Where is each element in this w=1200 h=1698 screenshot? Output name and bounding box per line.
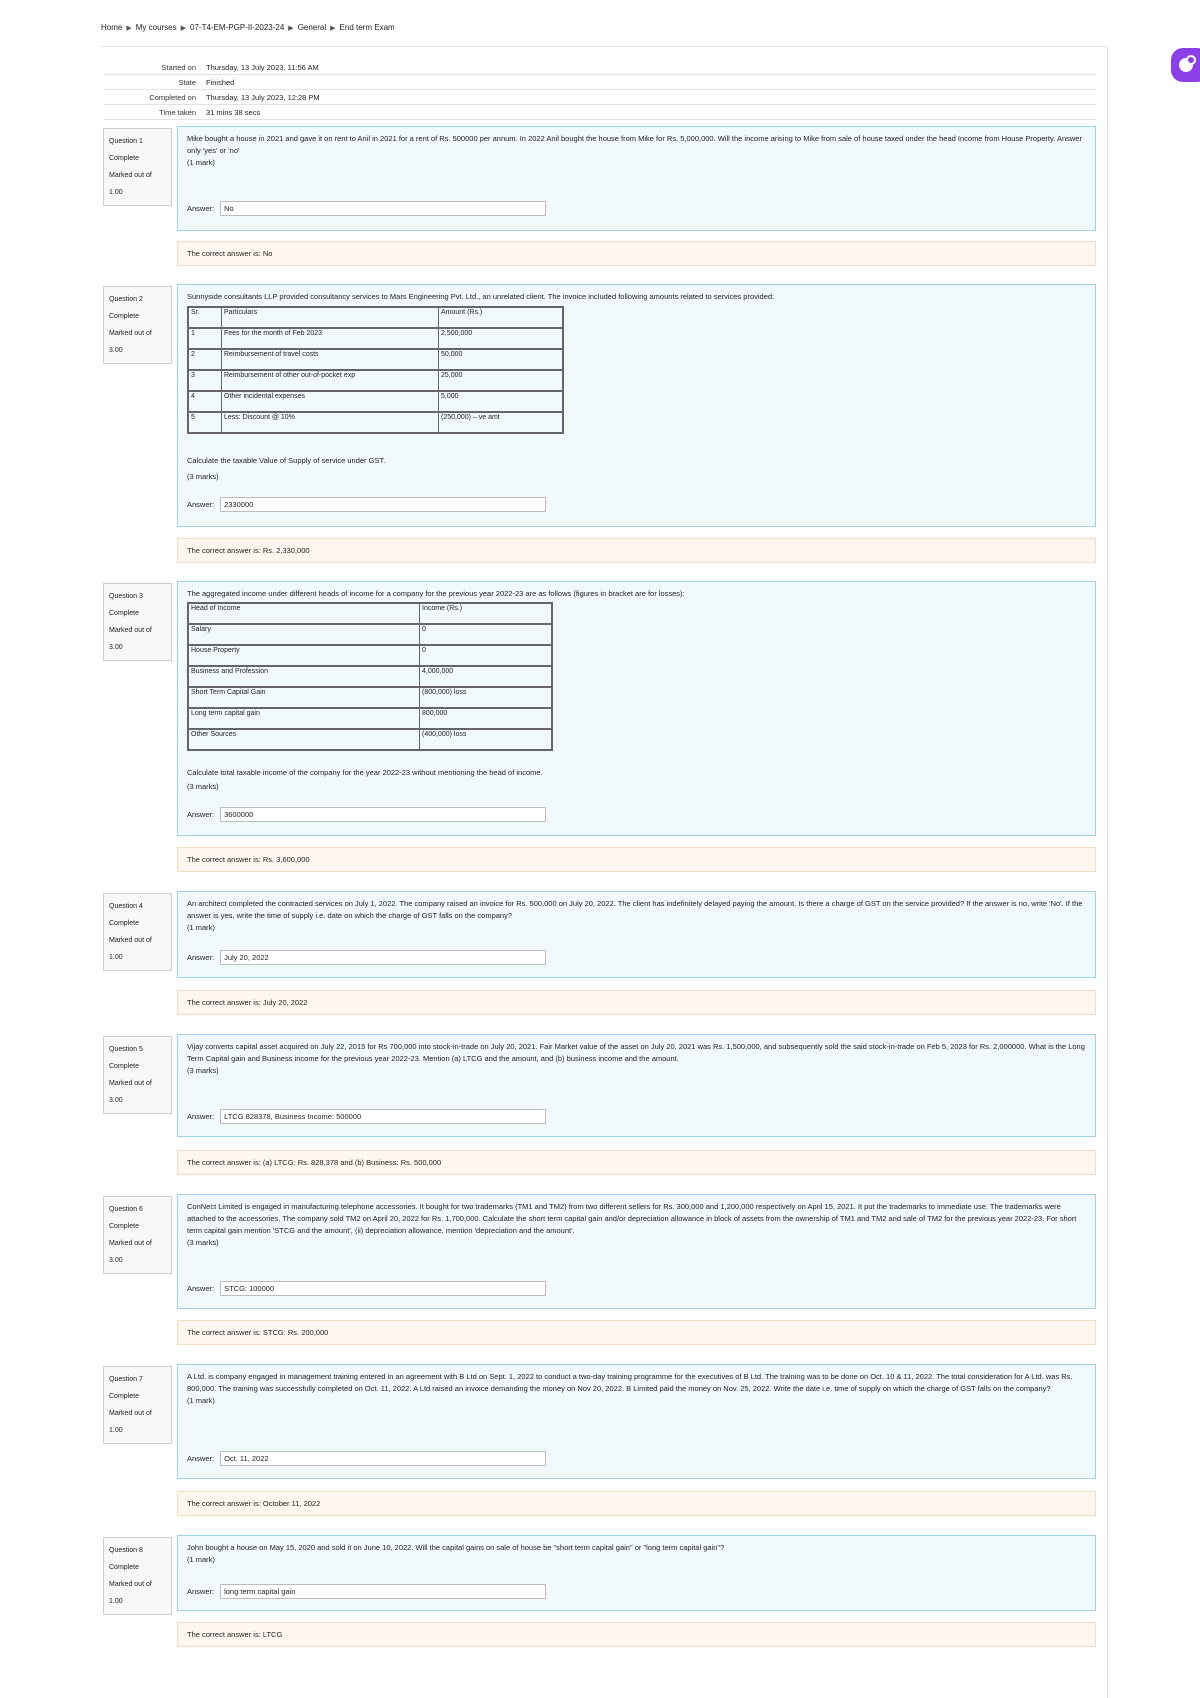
feedback-rightanswer: The correct answer is: July 20, 2022 — [177, 990, 1096, 1015]
summary-value: Thursday, 13 July 2023, 11:56 AM — [206, 60, 1096, 75]
summary-row — [104, 90, 1096, 105]
question-content — [177, 891, 1096, 978]
question-content — [177, 581, 1096, 836]
question-status: Complete — [109, 1063, 139, 1070]
question-text: Mike bought a house in 2021 and gave it on rent to Anil in 2021 for a rent of Rs. 500000 per annum. In 2022 Anil bought the house from Mike for Rs. 5,000,000. Will the income arising to Mike from sale of house taxed under the head Income from House Property. Answer only 'yes' or 'no' — [187, 134, 1082, 155]
question-status: Complete — [109, 610, 139, 617]
answer-row — [187, 1584, 546, 1599]
table-header-row — [188, 603, 552, 624]
answer-label: Answer: — [187, 499, 215, 509]
data-table — [187, 602, 553, 751]
table-cell: (400,000) loss — [420, 729, 553, 750]
answer-label: Answer: — [187, 1453, 215, 1463]
breadcrumb-separator-icon: ▶ — [330, 25, 336, 32]
breadcrumb — [101, 23, 395, 32]
question-number: Question 2 — [109, 296, 143, 303]
question-marks: Marked out of 3.00 — [109, 1080, 152, 1104]
question-prompt: Calculate total taxable income of the company for the year 2022-23 without mentioning the head of income. — [187, 768, 543, 777]
breadcrumb-separator-icon: ▶ — [126, 25, 132, 32]
question-text: The aggregated income under different heads of income for a company for the previous year 2022-23 are as follows (figures in bracket are for losses): — [187, 589, 685, 598]
table-cell: 2 — [188, 349, 222, 370]
breadcrumb-quiz[interactable]: End term Exam — [339, 23, 395, 32]
table-row — [188, 328, 563, 349]
table-cell: Reimbursement of travel costs — [222, 349, 439, 370]
question-status: Complete — [109, 155, 139, 162]
answer-row — [187, 497, 546, 512]
breadcrumb-separator-icon: ▶ — [180, 25, 187, 32]
table-row — [188, 412, 563, 433]
table-cell: Fees for the month of Feb 2023 — [222, 328, 439, 349]
breadcrumb-section[interactable]: General — [297, 23, 327, 32]
table-row — [188, 729, 552, 750]
table-cell: 800,000 — [420, 708, 553, 729]
table-cell: Other Sources — [188, 729, 420, 750]
question-info — [103, 286, 172, 364]
question-number: Question 7 — [109, 1376, 143, 1383]
question-text: A Ltd. is company engaged in management training entered in an agreement with B Ltd on Sept. 1, 2022 to conduct a two-day training programme for the executives of B Ltd. The training was to be done on Oct. 10 & 11, 2022. The total consideration for A Ltd. was Rs. 800,000. The training was successfully completed on Oct. 11, 2022. A Ltd raised an invoice demanding the money on Nov 20, 2022. B Limited paid the money on Nov. 25, 2022. Write the date i.e. time of supply on which the charge of GST falls on the company? — [187, 1372, 1073, 1393]
feedback-rightanswer: The correct answer is: Rs. 2,330,000 — [177, 538, 1096, 563]
table-row — [188, 391, 563, 412]
question-marks: Marked out of 1.00 — [109, 1581, 152, 1605]
table-cell: Less: Discount @ 10% — [222, 412, 439, 433]
mark-note: (1 mark) — [187, 923, 215, 932]
table-row — [188, 708, 552, 729]
breadcrumb-course[interactable]: 07-T4-EM-PGP-II-2023-24 — [190, 23, 285, 32]
answer-row — [187, 1281, 546, 1296]
summary-key: State — [104, 75, 206, 90]
attempt-summary — [104, 60, 1096, 120]
answer-row — [187, 807, 546, 822]
question-marks: Marked out of 3.00 — [109, 330, 152, 354]
summary-row — [104, 75, 1096, 90]
answer-row — [187, 1109, 546, 1124]
answer-label: Answer: — [187, 1283, 215, 1293]
table-row — [188, 666, 552, 687]
mark-note: (3 marks) — [187, 782, 219, 791]
question-info — [103, 1196, 172, 1274]
question-content — [177, 1364, 1096, 1479]
question-marks: Marked out of 1.00 — [109, 937, 152, 961]
table-header-cell: Head of Income — [188, 603, 420, 624]
summary-key: Completed on — [104, 90, 206, 105]
table-cell: Reimbursement of other out-of-pocket exp — [222, 370, 439, 391]
question-info — [103, 1537, 172, 1615]
answer-row — [187, 201, 546, 216]
answer-label: Answer: — [187, 809, 215, 819]
summary-row — [104, 60, 1096, 75]
answer-field[interactable]: July 20, 2022 — [220, 950, 546, 965]
table-cell: 25,000 — [439, 370, 564, 391]
feedback-rightanswer: The correct answer is: (a) LTCG: Rs. 828,378 and (b) Business: Rs. 500,000 — [177, 1150, 1096, 1175]
question-marks: Marked out of 3.00 — [109, 627, 152, 651]
table-header-row — [188, 307, 563, 328]
mark-note: (3 marks) — [187, 1066, 219, 1075]
table-header-cell: Particulars — [222, 307, 439, 328]
table-cell: Short Term Capital Gain — [188, 687, 420, 708]
summary-value: Thursday, 13 July 2023, 12:28 PM — [206, 90, 1096, 105]
mark-note: (1 mark) — [187, 1555, 215, 1564]
question-number: Question 3 — [109, 593, 143, 600]
answer-field[interactable]: long term capital gain — [220, 1584, 546, 1599]
table-cell: 2,500,000 — [439, 328, 564, 349]
summary-row — [104, 105, 1096, 120]
table-cell: 5 — [188, 412, 222, 433]
table-row — [188, 645, 552, 666]
table-row — [188, 687, 552, 708]
table-cell: 0 — [420, 624, 553, 645]
table-cell: 3 — [188, 370, 222, 391]
table-cell: 1 — [188, 328, 222, 349]
answer-field[interactable]: STCG: 100000 — [220, 1281, 546, 1296]
question-text: Vijay converts capital asset acquired on July 22, 2015 for Rs 700,000 into stock-in-trade on July 20, 2021. Fair Market value of the asset on July 20, 2021 was Rs. 1,500,000, and subsequently sold the said stock-in-trade on Feb 5, 2023 for Rs. 2,000000. What is the Long Term Capital gain and Business income for the previous year 2022-23. Mention (a) LTCG and the amount, and (b) business income and the amount. — [187, 1042, 1085, 1063]
answer-label: Answer: — [187, 1111, 215, 1121]
answer-label: Answer: — [187, 203, 215, 213]
summary-key: Time taken — [104, 105, 206, 120]
table-row — [188, 370, 563, 391]
table-cell: Other incidental expenses — [222, 391, 439, 412]
question-info — [103, 583, 172, 661]
table-cell: Business and Profession — [188, 666, 420, 687]
table-header-cell: Amount (Rs.) — [439, 307, 564, 328]
table-row — [188, 624, 552, 645]
breadcrumb-my-courses[interactable]: My courses — [135, 23, 177, 32]
mark-note: (1 mark) — [187, 158, 215, 167]
answer-row — [187, 1451, 546, 1466]
feedback-rightanswer: The correct answer is: October 11, 2022 — [177, 1491, 1096, 1516]
question-status: Complete — [109, 313, 139, 320]
question-prompt: Calculate the taxable Value of Supply of service under GST. — [187, 456, 386, 465]
question-content — [177, 126, 1096, 231]
feedback-rightanswer: The correct answer is: No — [177, 241, 1096, 266]
question-content — [177, 284, 1096, 527]
question-info — [103, 893, 172, 971]
answer-label: Answer: — [187, 952, 215, 962]
summary-value: Finished — [206, 75, 1096, 90]
question-number: Question 6 — [109, 1206, 143, 1213]
mark-note: (3 marks) — [187, 1238, 219, 1247]
feedback-rightanswer: The correct answer is: LTCG — [177, 1622, 1096, 1647]
answer-field[interactable]: 2330000 — [220, 497, 546, 512]
question-content — [177, 1194, 1096, 1309]
table-cell: (250,000) – ve amt — [439, 412, 564, 433]
answer-field[interactable]: No — [220, 201, 546, 216]
question-status: Complete — [109, 1393, 139, 1400]
question-number: Question 1 — [109, 138, 143, 145]
question-status: Complete — [109, 920, 139, 927]
table-cell: Long term capital gain — [188, 708, 420, 729]
table-cell: 4,000,000 — [420, 666, 553, 687]
question-text: An architect completed the contracted services on July 1, 2022. The company raised an invoice for Rs. 500,000 on July 20, 2022. The client has indefinitely delayed paying the amount. Is there a charge of GST on the service provided? If the answer is no, write 'No'. If the answer is yes, write the time of supply i.e. date on which the charge of GST falls on the company? — [187, 899, 1083, 920]
question-marks: Marked out of 3.00 — [109, 1240, 152, 1264]
question-info — [103, 1366, 172, 1444]
answer-label: Answer: — [187, 1586, 215, 1596]
table-row — [188, 349, 563, 370]
question-status: Complete — [109, 1564, 139, 1571]
table-cell: 5,000 — [439, 391, 564, 412]
breadcrumb-home[interactable]: Home — [101, 23, 123, 32]
chat-icon — [1179, 58, 1193, 72]
question-content — [177, 1535, 1096, 1611]
answer-field[interactable]: LTCG 828378, Business Income: 500000 — [220, 1109, 546, 1124]
table-cell: Salary — [188, 624, 420, 645]
question-number: Question 4 — [109, 903, 143, 910]
question-number: Question 5 — [109, 1046, 143, 1053]
question-marks: Marked out of 1.00 — [109, 172, 152, 196]
mark-note: (3 marks) — [187, 472, 219, 481]
table-cell: 0 — [420, 645, 553, 666]
question-content — [177, 1034, 1096, 1137]
divider — [1107, 46, 1108, 1698]
mark-note: (1 mark) — [187, 1396, 215, 1405]
summary-key: Started on — [104, 60, 206, 75]
table-cell: 4 — [188, 391, 222, 412]
feedback-rightanswer: The correct answer is: Rs. 3,600,000 — [177, 847, 1096, 872]
answer-field[interactable]: Oct. 11, 2022 — [220, 1451, 546, 1466]
question-status: Complete — [109, 1223, 139, 1230]
question-info — [103, 1036, 172, 1114]
assistant-launcher-button[interactable] — [1171, 48, 1200, 82]
table-header-cell: Sr. — [188, 307, 222, 328]
question-number: Question 8 — [109, 1547, 143, 1554]
data-table — [187, 306, 564, 434]
question-text: John bought a house on May 15, 2020 and sold it on June 10, 2022. Will the capital gains on sale of house be "short term capital gain" or "long term capital gain"? — [187, 1543, 725, 1552]
question-marks: Marked out of 1.00 — [109, 1410, 152, 1434]
summary-value: 31 mins 38 secs — [206, 105, 1096, 120]
answer-field[interactable]: 3600000 — [220, 807, 546, 822]
question-text: ConNect Limited is engaged in manufacturing telephone accessories. It bought for two trademarks (TM1 and TM2) from two different sellers for Rs. 300,000 and 1,200,000 respectively on April 15, 2021. It put the trademarks to immediate use. The trademarks were attached to the accessories. The company sold TM2 on April 20, 2022 for Rs. 1,700,000. Calculate the short term capital gain and/or depreciation allowance in block of assets from the ownership of TM1 and TM2 and sale of TM2 for the previous year 2022-23. For short term capital gain mention 'STCG and the amount', (ii) depreciation allowance, mention 'depreciation and the amount'. — [187, 1202, 1077, 1235]
feedback-rightanswer: The correct answer is: STCG: Rs. 200,000 — [177, 1320, 1096, 1345]
table-cell: House Property — [188, 645, 420, 666]
answer-row — [187, 950, 546, 965]
table-cell: 50,000 — [439, 349, 564, 370]
divider — [101, 46, 1107, 47]
breadcrumb-separator-icon: ▶ — [288, 25, 294, 32]
question-info — [103, 128, 172, 206]
table-cell: (800,000) loss — [420, 687, 553, 708]
table-header-cell: Income (Rs.) — [420, 603, 553, 624]
question-text: Sunnyside consultants LLP provided consultancy services to Mars Engineering Pvt. Ltd., an unrelated client. The invoice included following amounts related to services provided: — [187, 292, 775, 301]
